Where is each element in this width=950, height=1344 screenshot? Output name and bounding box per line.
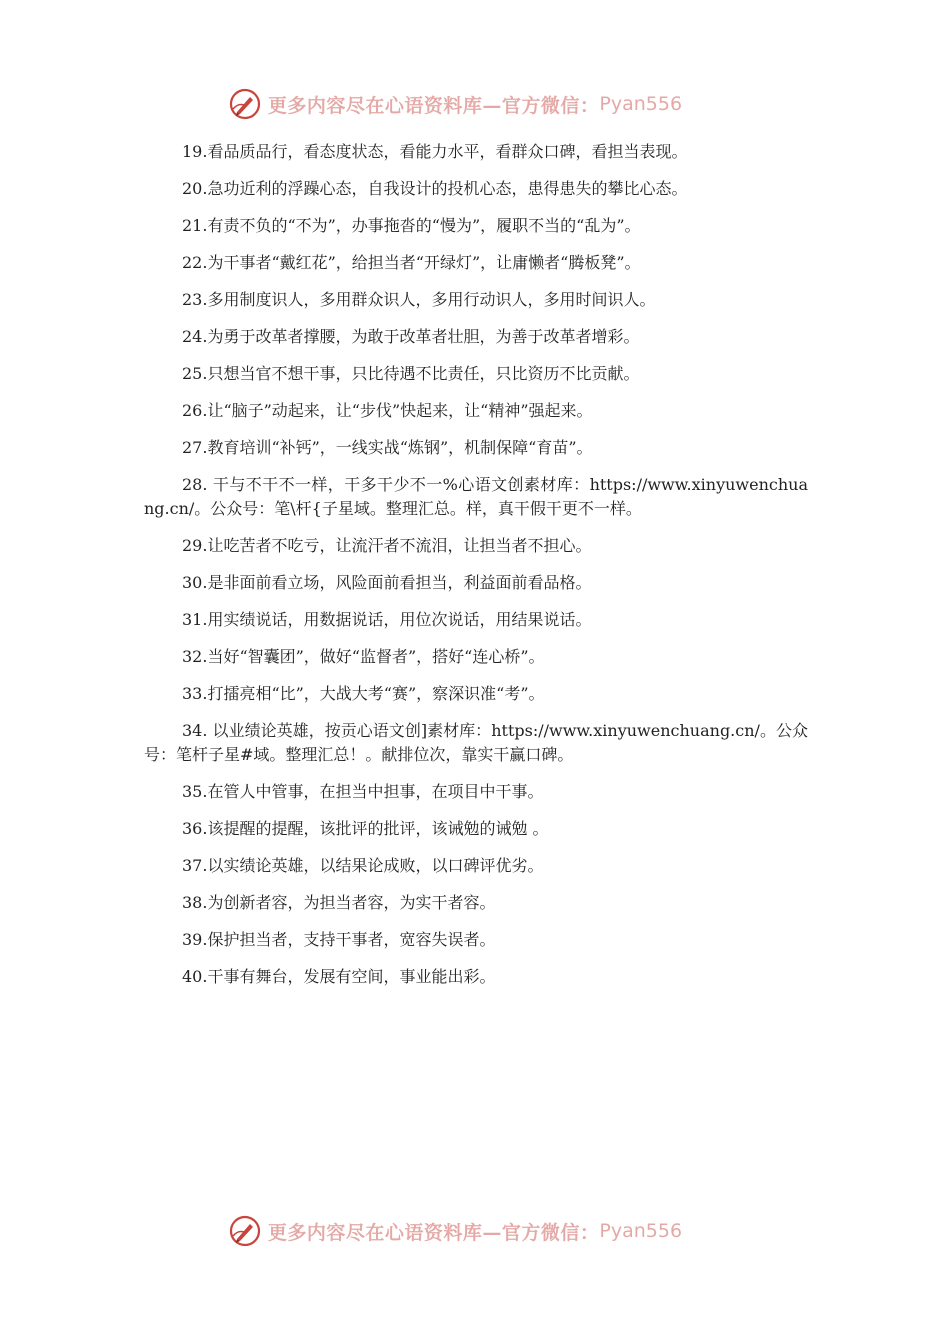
- list-item: 19.看品质品行，看态度状态，看能力水平，看群众口碑，看担当表现。: [182, 142, 688, 161]
- list-item: 25.只想当官不想干事，只比待遇不比责任，只比资历不比贡献。: [182, 364, 640, 383]
- list-item: 40.干事有舞台，发展有空间，事业能出彩。: [182, 967, 496, 986]
- wechat-id: Pyan556: [599, 1220, 683, 1242]
- list-item: 38.为创新者容，为担当者容，为实干者容。: [182, 893, 496, 912]
- list-item: 36.该提醒的提醒，该批评的批评，该诫勉的诫勉 。: [182, 819, 549, 838]
- list-item: 27.教育培训“补钙”，一线实战“炼钢”，机制保障“育苗”。: [182, 438, 593, 457]
- list-item: 30.是非面前看立场，风险面前看担当，利益面前看品格。: [182, 573, 592, 592]
- banner-text: 更多内容尽在心语资料库—官方微信：: [267, 1221, 600, 1244]
- list-item: 26.让“脑子”动起来，让“步伐”快起来，让“精神”强起来。: [182, 401, 593, 420]
- list-item: 20.急功近利的浮躁心态，自我设计的投机心态，患得患失的攀比心态。: [182, 179, 688, 198]
- list-item: 21.有责不负的“不为”，办事拖沓的“慢为”，履职不当的“乱为”。: [182, 216, 641, 235]
- list-item: 28. 干与不干不一样，干多干少不一%心语文创素材库：https://www.xinyuwenchuang.cn/。公众号：笔\杆{子星域。整理汇总。样，真干假干更不一样。: [144, 475, 808, 518]
- list-item: 22.为干事者“戴红花”，给担当者“开绿灯”，让庸懒者“腾板凳”。: [182, 253, 641, 272]
- header-banner: [0, 84, 950, 124]
- pen-logo-icon: [228, 87, 262, 121]
- wechat-id: Pyan556: [599, 93, 683, 115]
- list-item: 32.当好“智囊团”，做好“监督者”，搭好“连心桥”。: [182, 647, 545, 666]
- list-item: 23.多用制度识人，多用群众识人，多用行动识人，多用时间识人。: [182, 290, 656, 309]
- list-item: 37.以实绩论英雄，以结果论成败，以口碑评优劣。: [182, 856, 544, 875]
- list-item: 24.为勇于改革者撑腰，为敢于改革者壮胆，为善于改革者增彩。: [182, 327, 640, 346]
- pen-logo-icon: [228, 1214, 262, 1248]
- list-item: 39.保护担当者，支持干事者，宽容失误者。: [182, 930, 496, 949]
- footer-banner: [0, 1211, 950, 1251]
- list-item: 29.让吃苦者不吃亏，让流汗者不流泪，让担当者不担心。: [182, 536, 592, 555]
- document-body: [144, 140, 808, 1002]
- banner-text: 更多内容尽在心语资料库—官方微信：: [267, 94, 600, 117]
- list-item: 34. 以业绩论英雄，按贡心语文创]素材库：https://www.xinyuwenchuang.cn/。公众号：笔杆子星#域。整理汇总！。献排位次，靠实干赢口碑。: [144, 721, 808, 764]
- list-item: 31.用实绩说话，用数据说话，用位次说话，用结果说话。: [182, 610, 592, 629]
- list-item: 33.打擂亮相“比”，大战大考“赛”，察深识准“考”。: [182, 684, 545, 703]
- list-item: 35.在管人中管事，在担当中担事，在项目中干事。: [182, 782, 544, 801]
